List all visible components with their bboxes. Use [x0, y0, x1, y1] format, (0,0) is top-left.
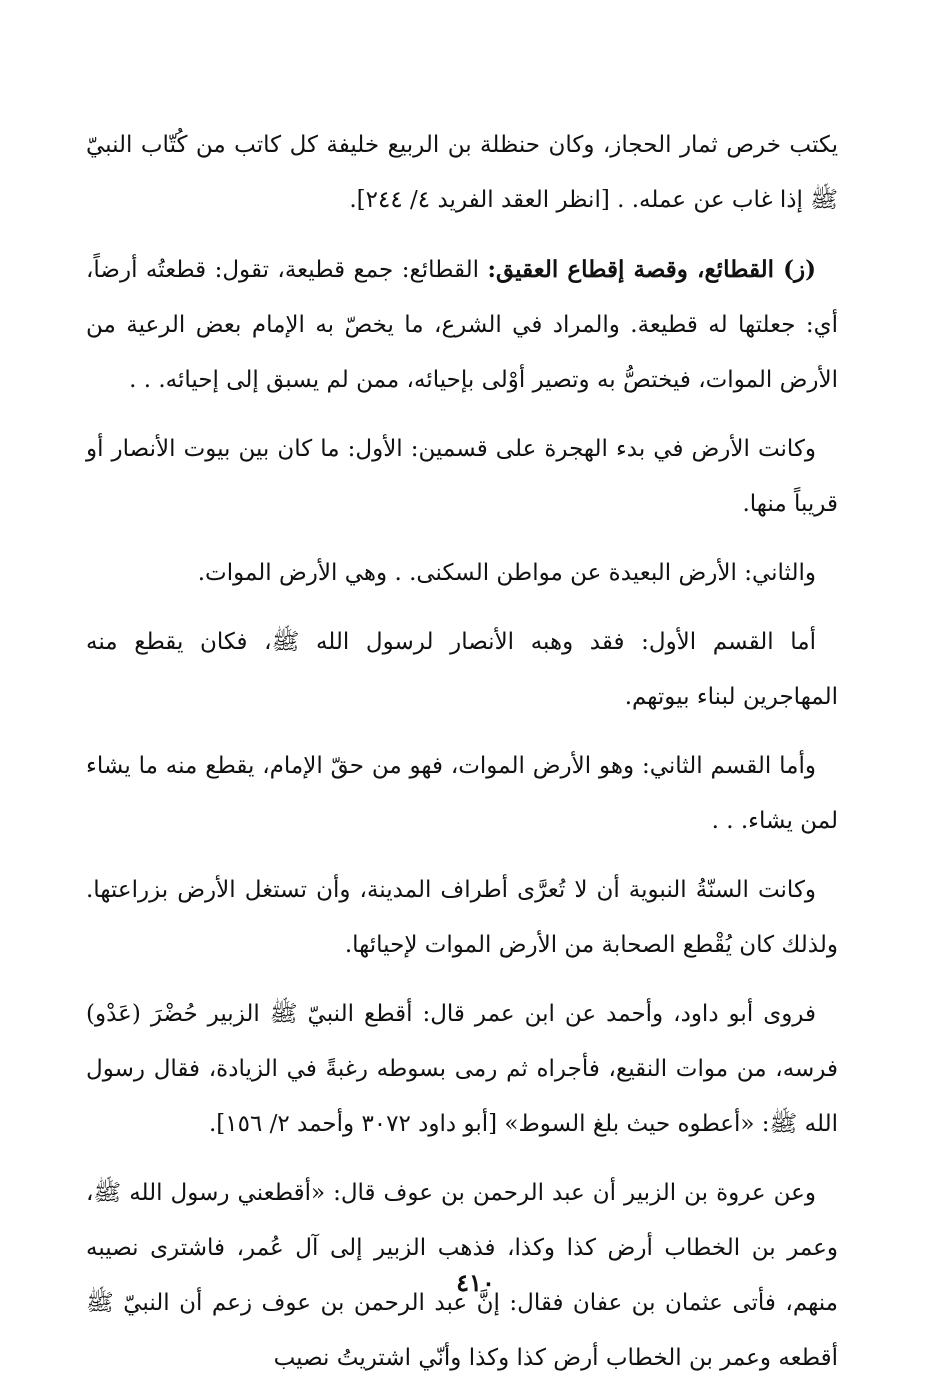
body-text — [86, 118, 838, 1400]
page-number: ٤١٠ — [456, 1268, 495, 1297]
paragraph-4 — [86, 546, 838, 601]
paragraph-line: فاشترى نصيبه منهم، فأتى عثمان بن عفان فقال: إنَّ عبد الرحمن بن عوف زعم — [86, 1235, 838, 1316]
paragraph-line: بزراعتها. ولذلك كان يُقْطع الصحابة من الأرض الموات لإحيائها. — [86, 877, 838, 958]
paragraph-line: يكتب خرص ثمار الحجاز، وكان حنظلة بن الربيع خليفة كل كاتب من كُتّاب — [140, 132, 839, 158]
paragraph-6 — [86, 739, 838, 849]
paragraph-3 — [86, 422, 838, 532]
paragraph-2 — [86, 242, 838, 408]
paragraph-line: وعن عروة بن الزبير أن عبد الرحمن بن عوف قال: «أقطعني — [237, 1180, 816, 1206]
paragraph-7 — [86, 863, 838, 973]
paragraph-line: رسول الله ﷺ: «أعطوه حيث بلغ السوط» [أبو داود ٣٠٧٢ وأحمد ٢/ ١٥٦]. — [86, 1056, 838, 1137]
paragraph-line: فروى أبو داود، وأحمد عن ابن عمر قال: أقطع النبيّ ﷺ الزبير حُضْرَ — [150, 1001, 816, 1027]
paragraph-line: الرعية من الأرض الموات، فيختصُّ به وتصير أوْلى بإحيائه، ممن لم يسبق إلى — [86, 312, 838, 393]
paragraph-line: وكانت السنّةُ النبوية أن لا تُعرَّى أطراف المدينة، وأن تستغل الأرض — [177, 877, 817, 903]
paragraph-line: إحيائه. . . — [129, 367, 219, 393]
paragraph-line: أما القسم الأول: فقد وهبه الأنصار لرسول الله ﷺ، فكان يقطع منه — [86, 629, 816, 655]
paragraph-line: أرضاً، أي: جعلتها له قطيعة. والمراد في الشرع، ما يخصّ به الإمام بعض — [86, 257, 839, 338]
paragraph-line: وكانت الأرض في بدء الهجرة على قسمين: الأول: ما كان بين بيوت — [183, 436, 816, 462]
paragraph-line: وأما القسم الثاني: وهو الأرض الموات، فهو من حقّ الإمام، يقطع منه — [165, 753, 816, 779]
paragraph-line: رسول الله ﷺ، وعمر بن الخطاب أرض كذا وكذا، فذهب الزبير إلى آل عُمر، — [86, 1180, 839, 1261]
paragraph-5 — [86, 615, 838, 725]
paragraph-line: النبيّ ﷺ إذا غاب عن عمله. . [انظر العقد الفريد ٤/ ٢٤٤]. — [86, 132, 838, 213]
paragraph-8 — [86, 987, 838, 1152]
section-heading: (ز) القطائع، وقصة إقطاع العقيق: — [487, 256, 817, 283]
paragraph-line: القطائع: جمع قطيعة، تقول: قطعتُه — [145, 257, 480, 283]
paragraph-1 — [86, 118, 838, 228]
paragraph-line: (عَدْو) فرسه، من موات النقيع، فأجراه ثم رمى بسوطه رغبةً في الزيادة، فقال — [86, 1001, 838, 1082]
paragraph-line: المهاجرين لبناء بيوتهم. — [624, 684, 838, 710]
paragraph-line: والثاني: الأرض البعيدة عن مواطن السكنى. . وهي الأرض الموات. — [197, 560, 816, 586]
paragraph-line: أن النبيّ ﷺ أقطعه وعمر بن الخطاب أرض كذا وكذا وأنّي اشتريتُ نصيب — [86, 1290, 838, 1371]
paragraph-line: الأنصار أو قريباً منها. — [86, 436, 838, 517]
paragraph-line: ما يشاء لمن يشاء. . . — [86, 753, 838, 834]
